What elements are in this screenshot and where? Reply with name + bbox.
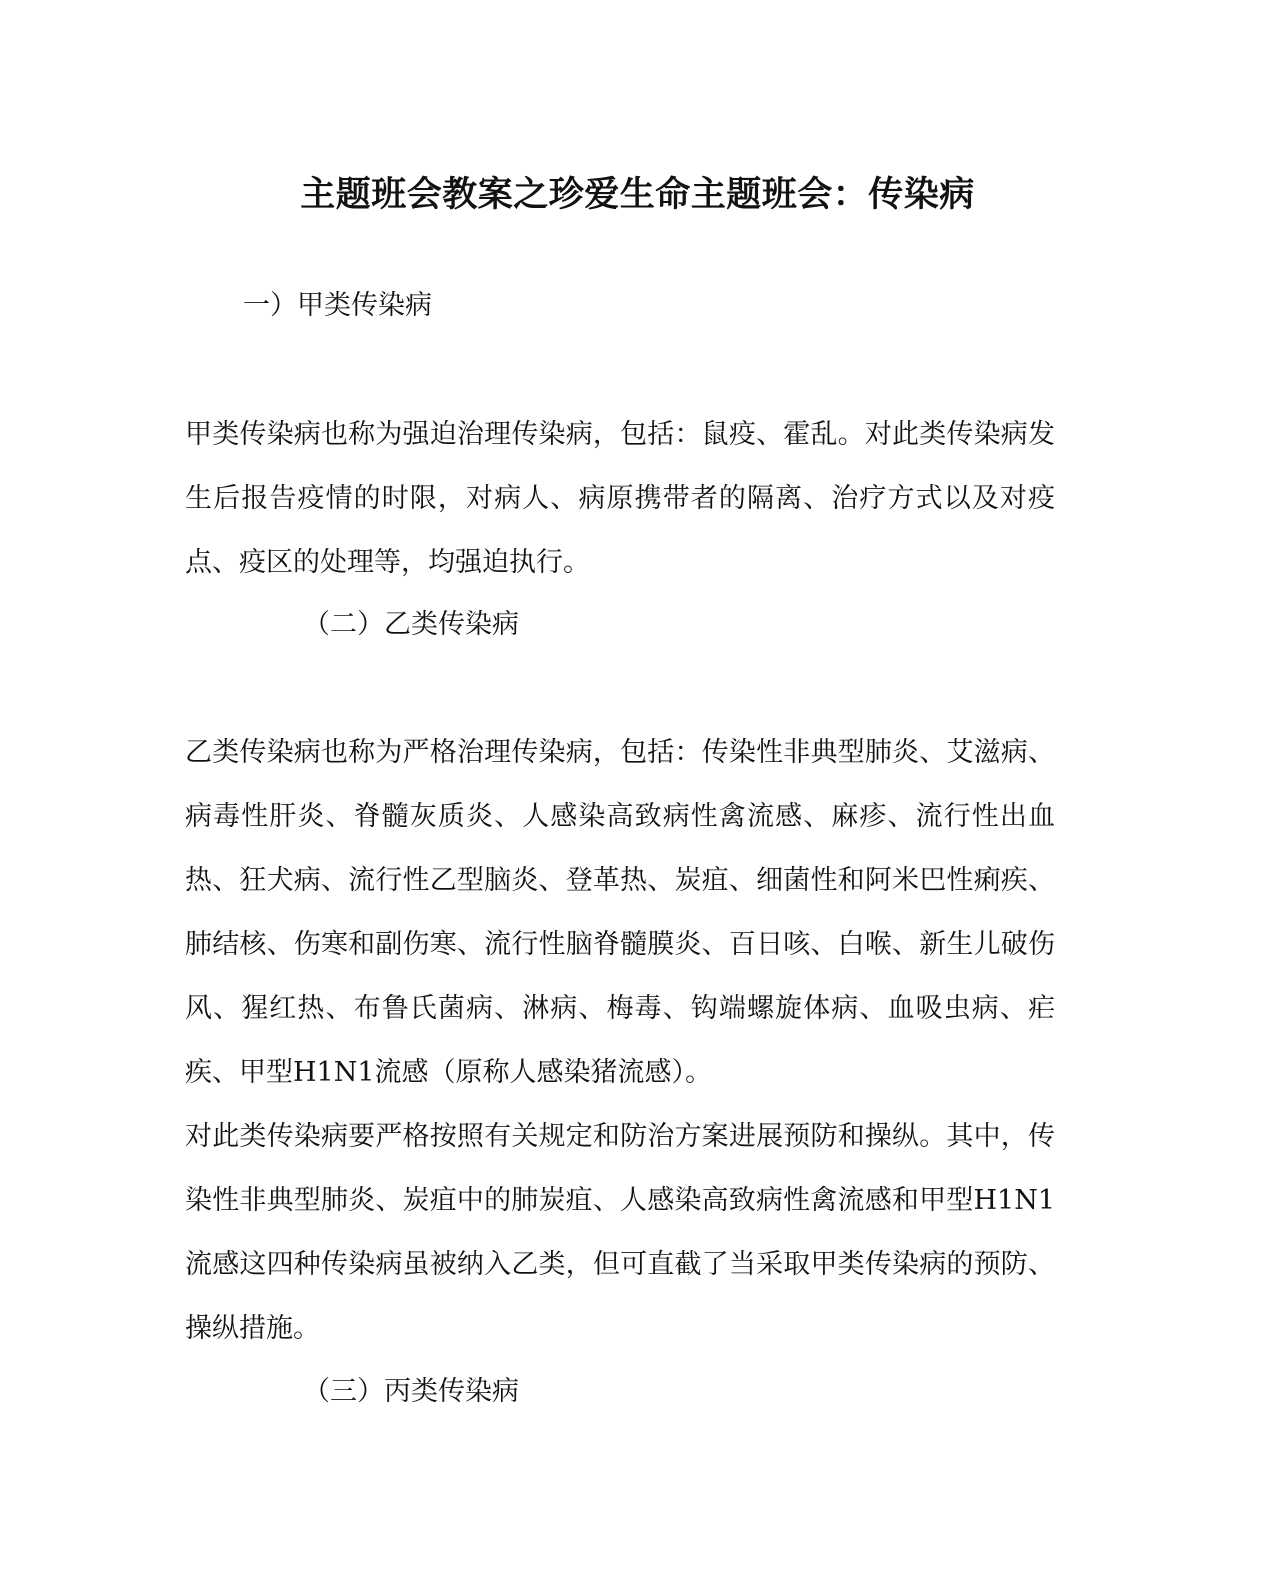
section-heading-class-c: （三）丙类传染病 <box>303 1376 519 1407</box>
document-title: 主题班会教案之珍爱生命主题班会：传染病 <box>300 174 975 215</box>
paragraph-class-b-list: 乙类传染病也称为严格治理传染病，包括：传染性非典型肺炎、艾滋病、病毒性肝炎、脊髓灰质炎、人感染高致病性禽流感、麻疹、流行性出血热、狂犬病、流行性乙型脑炎、登革热、炭疽、细菌性和阿米巴性痢疾、肺结核、伤寒和副伤寒、流行性脑脊髓膜炎、百日咳、白喉、新生儿破伤风、猩红热、布鲁氏菌病、淋病、梅毒、钩端螺旋体病、血吸虫病、疟疾、甲型H1N1流感（原称人感染猪流感）。 <box>185 737 1055 1088</box>
paragraph-class-a: 甲类传染病也称为强迫治理传染病，包括：鼠疫、霍乱。对此类传染病发生后报告疫情的时限，对病人、病原携带者的隔离、治疗方式以及对疫点、疫区的处理等，均强迫执行。 <box>185 419 1055 578</box>
section-heading-class-b: （二）乙类传染病 <box>303 609 519 640</box>
paragraph-class-b-management: 对此类传染病要严格按照有关规定和防治方案进展预防和操纵。其中，传染性非典型肺炎、炭疽中的肺炭疽、人感染高致病性禽流感和甲型H1N1流感这四种传染病虽被纳入乙类，但可直截了当采取甲类传染病的预防、操纵措施。 <box>185 1121 1055 1344</box>
section-heading-class-a: 一）甲类传染病 <box>243 290 432 321</box>
